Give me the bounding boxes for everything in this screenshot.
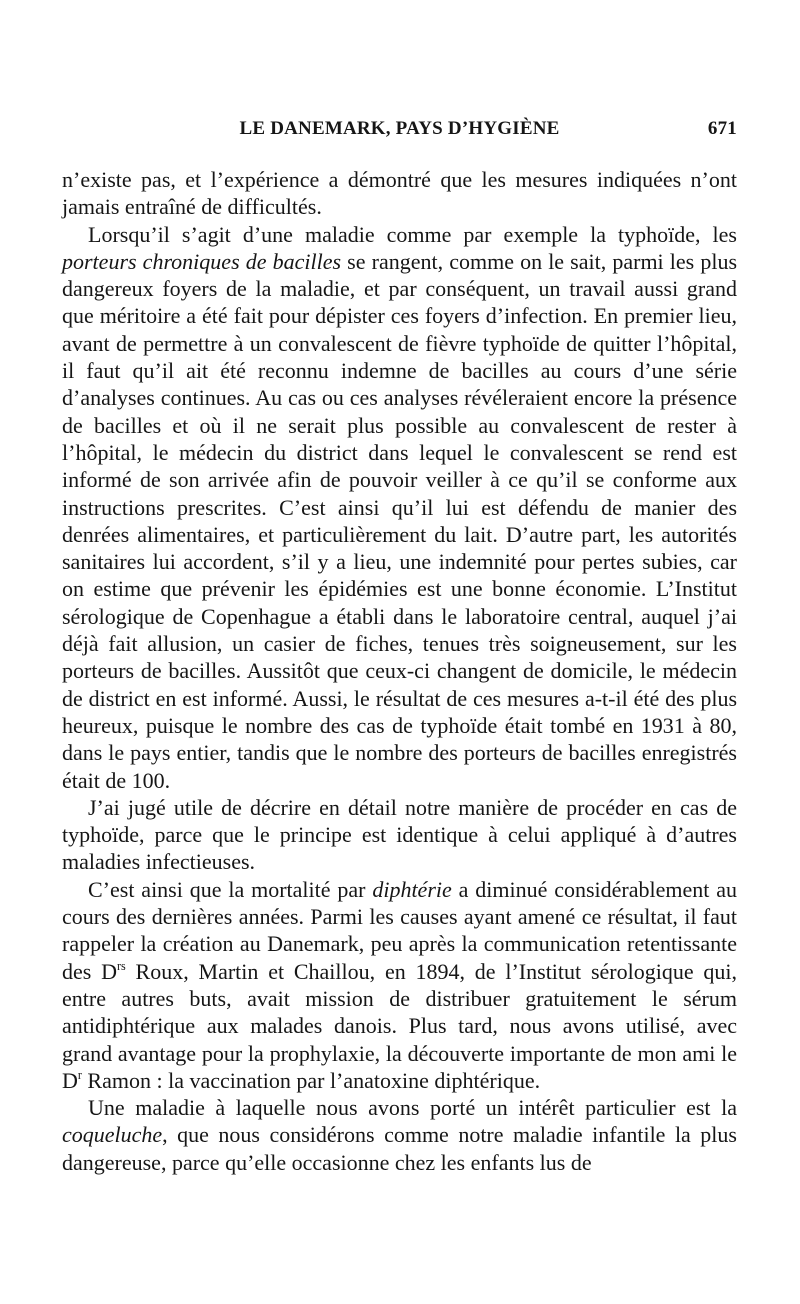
running-title: LE DANEMARK, PAYS D’HYGIÈNE xyxy=(239,118,560,139)
paragraph-text-start: Lorsqu’il s’agit d’une maladie comme par exemple la typhoïde, les xyxy=(88,221,737,247)
paragraph-text-rest: se rangent, comme on le sait, parmi les plus dangereux foyers de la maladie, et par conséquent, un travail aussi grand que méritoire a été fait pour dépister ces foyers d’infection. En premier lieu, avant de permettre à un convalescent de fièvre typhoïde de quitter l’hôpital, il faut qu’il ait été reconnu indemne de bacilles au cours d’une série d’analyses continues. Au cas ou ces analyses révéleraient encore la présence de bacilles et où il ne serait plus possible au convalescent de rester à l’hôpital, le médecin du district dans lequel le convalescent se rend est informé de son arrivée afin de pouvoir veiller à ce qu’il se conforme aux instructions prescrites. C’est ainsi qu’il lui est défendu de manier des denrées alimentaires, et particulièrement du lait. D’autre part, les autorités sanitaires lui accordent, s’il y a lieu, une indemnité pour pertes subies, car on estime que prévenir les épidémies est une bonne économie. L’Institut sérologique de Copenhague a établi dans le laboratoire central, auquel j’ai déjà fait allusion, un casier de fiches, tenues très soigneusement, sur les porteurs de bacilles. Aussitôt que ceux-ci changent de domicile, le médecin de district en est informé. Aussi, le résultat de ces mesures a-t-il été des plus heureux, puisque le nombre des cas de typhoïde était tombé en 1931 à 80, dans le pays entier, tandis que le nombre des porteurs de bacilles enregistrés était de 100. xyxy=(62,248,738,793)
paragraph-text: n’existe pas, et l’expérience a démontré que les mesures indiquées n’ont jamais entraîné de difficultés. xyxy=(62,167,737,220)
superscript-dr: r xyxy=(77,1067,82,1082)
italic-term-chronic-carriers: porteurs chroniques de bacilles xyxy=(62,248,342,274)
italic-term-diphtheria: diphtérie xyxy=(372,876,452,902)
paragraph-text-end: Ramon : la vaccination par l’anatoxine diphtérique. xyxy=(81,1067,541,1093)
paragraph-text-middle-2: Roux, Martin et Chaillou, en 1894, de l’Institut sérologique qui, entre autres buts, avait mission de distribuer gratuitement le sérum antidiphtérique aux malades danois. Plus tard, nous avons utilisé, avec grand avantage pour la prophylaxie, la découverte importante de mon ami le D xyxy=(62,958,737,1093)
paragraph-procedure xyxy=(62,794,737,876)
paragraph-whooping-cough xyxy=(62,1094,737,1176)
paragraph-typhoid-carriers xyxy=(62,221,737,794)
page-number: 671 xyxy=(707,118,737,139)
paragraph-diphtheria xyxy=(62,876,737,1094)
paragraph-text-middle: a diminué considérablement au cours des dernières années. Parmi les causes ayant amené ce résultat, il faut rappeler la création au Danemark, peu après la communication retentissante des D xyxy=(62,876,738,984)
paragraph-text-start: Une maladie à laquelle nous avons porté un intérêt particulier est la xyxy=(88,1095,737,1121)
running-header xyxy=(62,118,737,144)
paragraph-text-start: C’est ainsi que la mortalité par xyxy=(88,876,373,902)
paragraph-continuation xyxy=(62,166,737,221)
italic-term-whooping-cough: coqueluche xyxy=(62,1122,163,1148)
body-text xyxy=(62,166,737,1176)
paragraph-text: J’ai jugé utile de décrire en détail notre manière de procéder en cas de typhoïde, parce que le principe est identique à celui appliqué à d’autres maladies infectieuses. xyxy=(62,794,737,875)
superscript-drs: rs xyxy=(117,958,126,973)
paragraph-text-rest: , que nous considérons comme notre maladie infantile la plus dangereuse, parce qu’elle occasionne chez les enfants lus de xyxy=(62,1122,737,1175)
